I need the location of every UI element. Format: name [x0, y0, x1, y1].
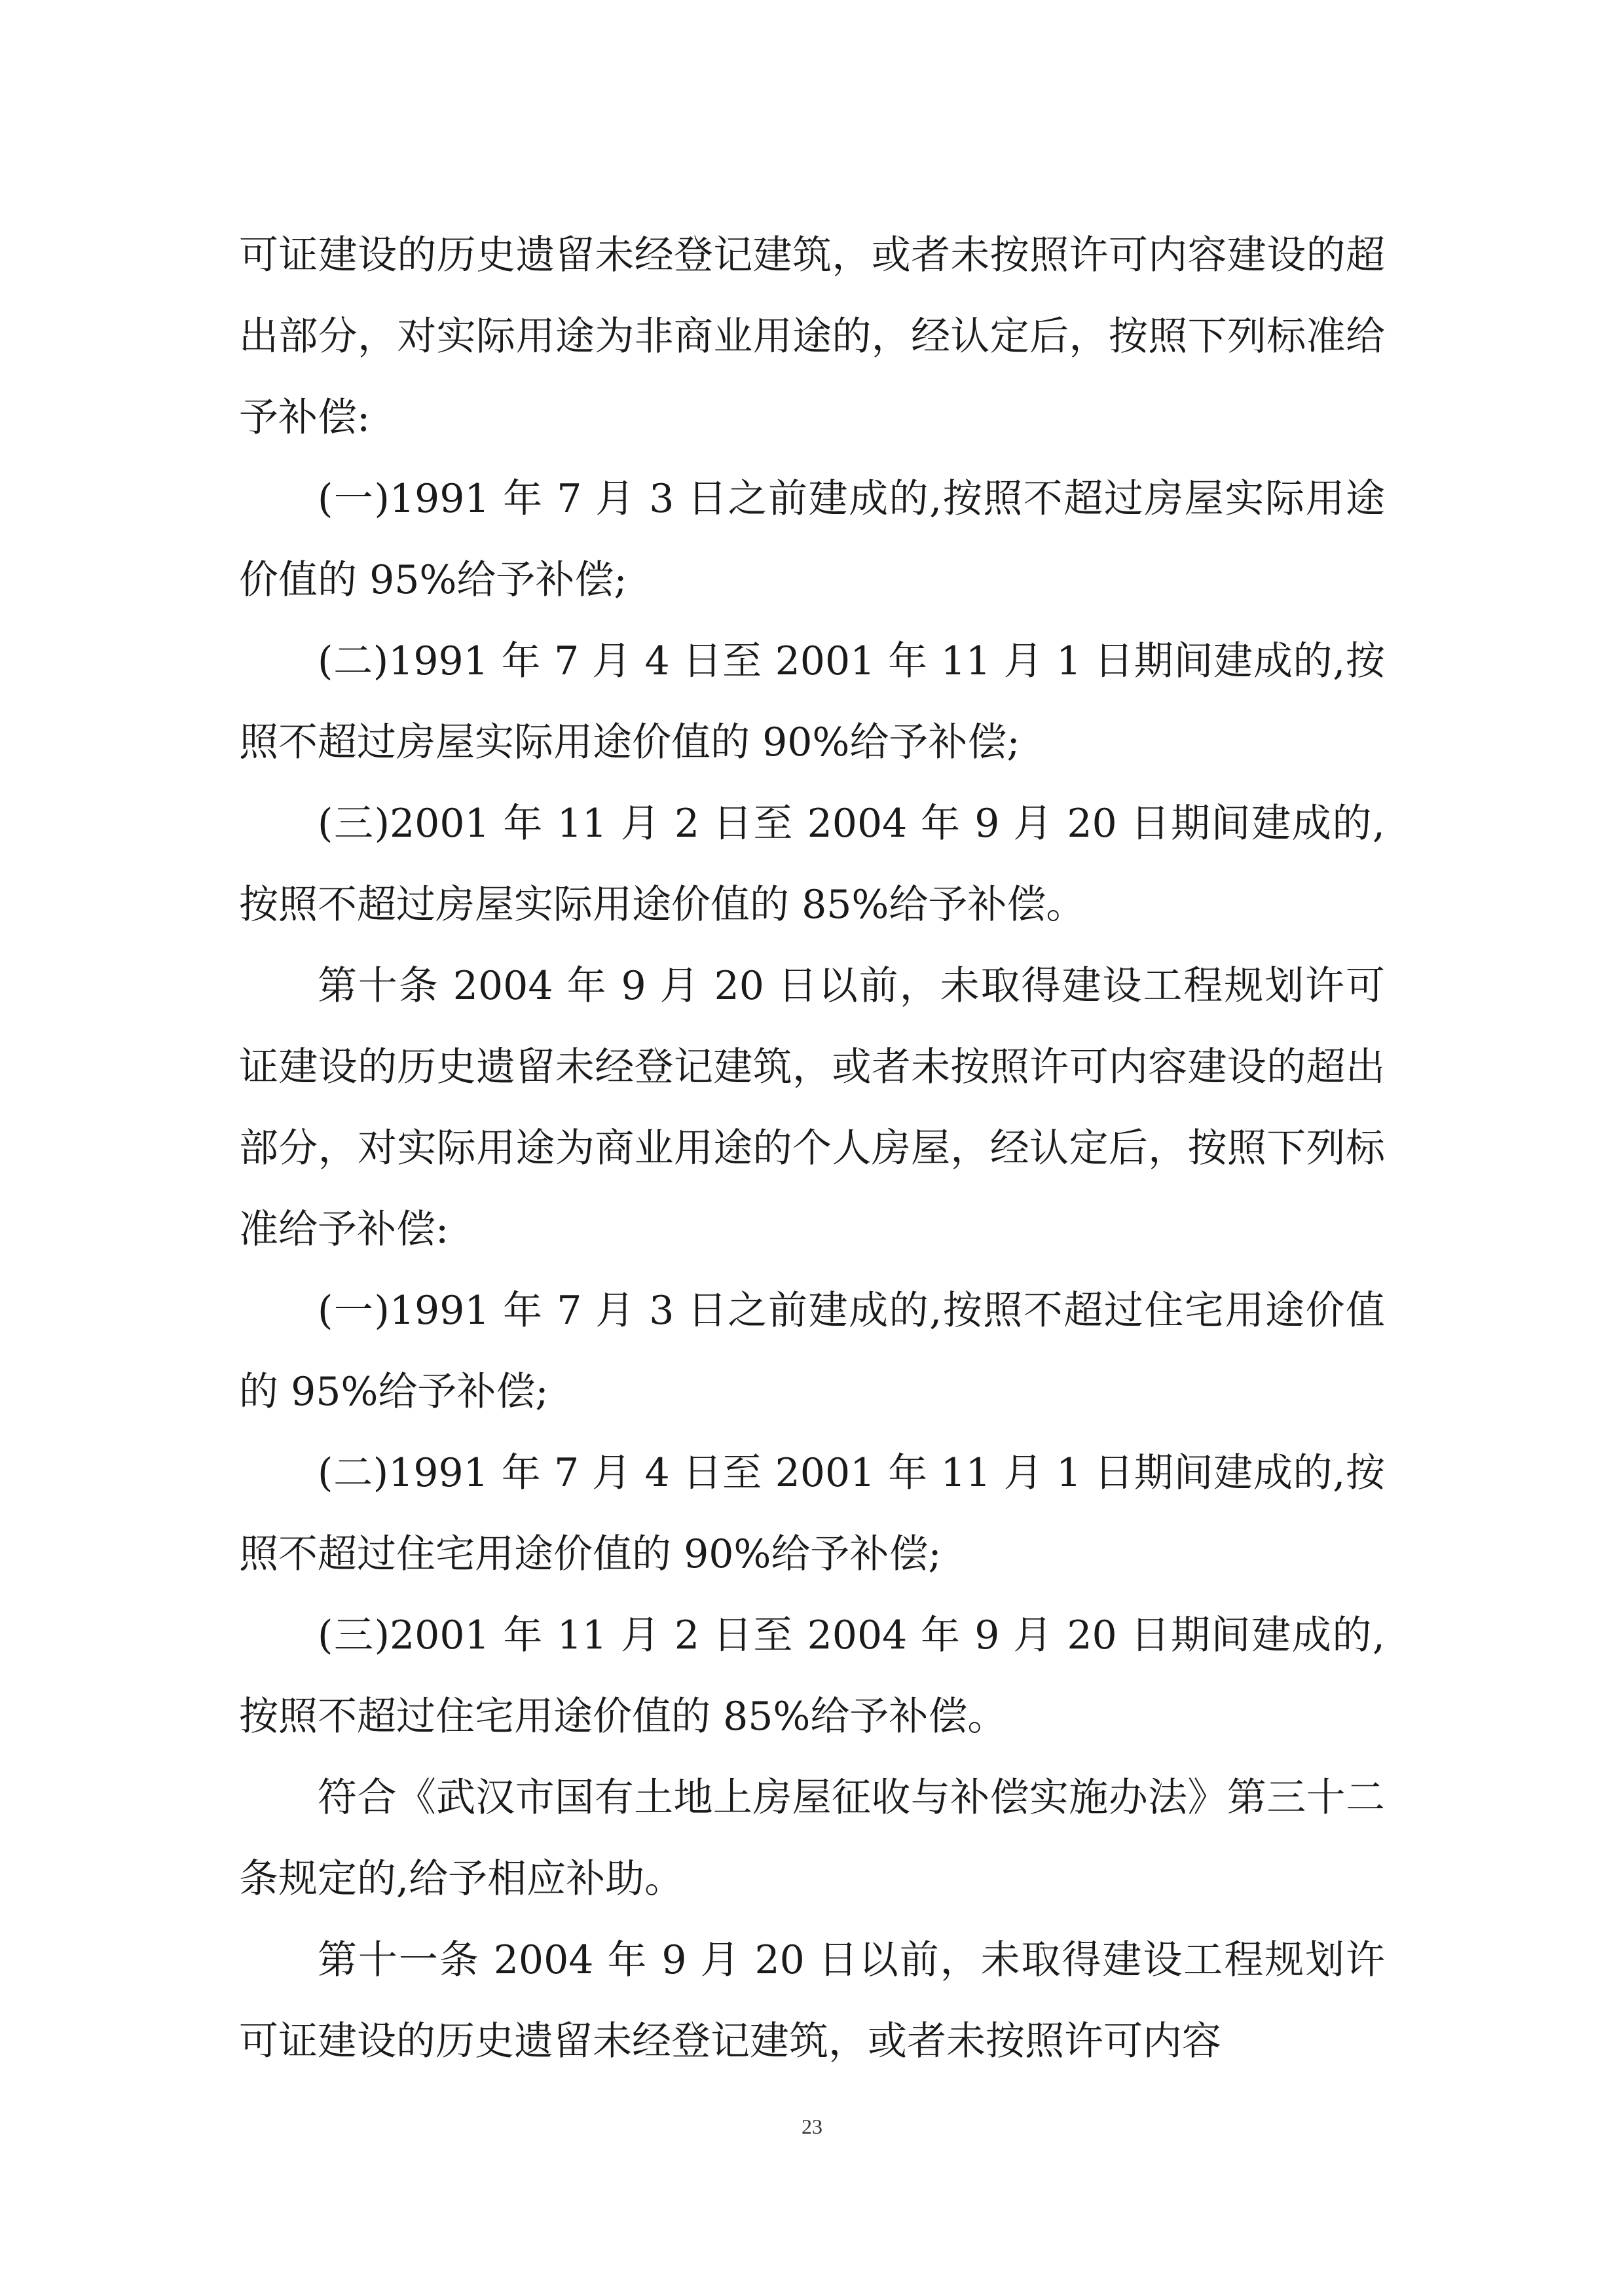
- paragraph-item-3: (三)2001 年 11 月 2 日至 2004 年 9 月 20 日期间建成的,按照不超过房屋实际用途价值的 85%给予补偿。: [239, 801, 1385, 928]
- document-body: [239, 215, 1385, 2082]
- paragraph-article-11: 第十一条 2004 年 9 月 20 日以前，未取得建设工程规划许可证建设的历史遗留未经登记建筑，或者未按照许可内容: [239, 1937, 1385, 2064]
- page-number: 23: [802, 2115, 822, 2138]
- paragraph-item-2: (二)1991 年 7 月 4 日至 2001 年 11 月 1 日期间建成的,按照不超过住宅用途价值的 90%给予补偿;: [239, 1450, 1385, 1577]
- paragraph-subsidy-note: 符合《武汉市国有土地上房屋征收与补偿实施办法》第三十二条规定的,给予相应补助。: [239, 1775, 1385, 1902]
- paragraph-item-1: (一)1991 年 7 月 3 日之前建成的,按照不超过住宅用途价值的 95%给予补偿;: [239, 1288, 1385, 1415]
- paragraph-continuation: 可证建设的历史遗留未经登记建筑，或者未按照许可内容建设的超出部分，对实际用途为非商业用途的，经认定后，按照下列标准给予补偿:: [239, 232, 1385, 441]
- paragraph-item-1: (一)1991 年 7 月 3 日之前建成的,按照不超过房屋实际用途价值的 95%给予补偿;: [239, 476, 1385, 603]
- paragraph-item-3: (三)2001 年 11 月 2 日至 2004 年 9 月 20 日期间建成的,按照不超过住宅用途价值的 85%给予补偿。: [239, 1613, 1385, 1740]
- paragraph-article-10: 第十条 2004 年 9 月 20 日以前，未取得建设工程规划许可证建设的历史遗留未经登记建筑，或者未按照许可内容建设的超出部分，对实际用途为商业用途的个人房屋，经认定后，按照下列标准给予补偿:: [239, 963, 1385, 1252]
- paragraph-item-2: (二)1991 年 7 月 4 日至 2001 年 11 月 1 日期间建成的,按照不超过房屋实际用途价值的 90%给予补偿;: [239, 638, 1385, 765]
